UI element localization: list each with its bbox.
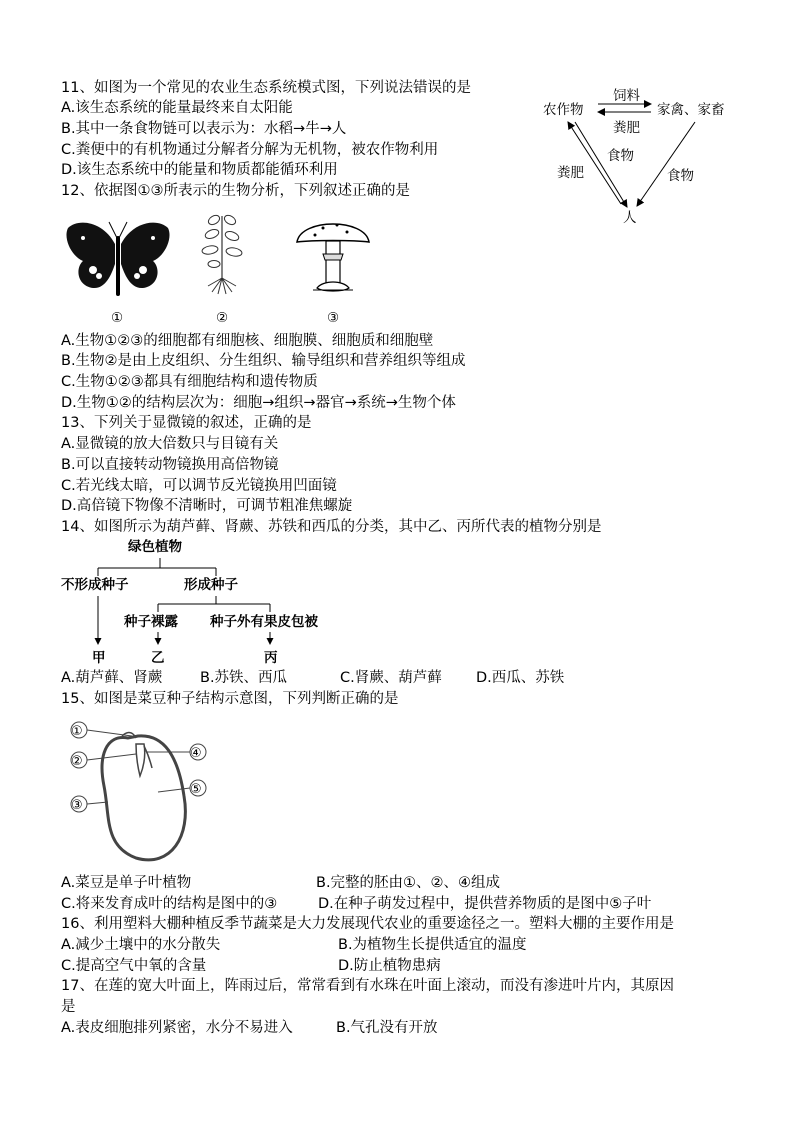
tree-root: 绿色植物	[128, 539, 182, 555]
q16-option-a: A.减少土壤中的水分散失	[61, 937, 221, 953]
q12-option-a: A.生物①②③的细胞都有细胞核、细胞膜、细胞质和细胞壁	[61, 333, 434, 349]
q13-option-c: C.若光线太暗，可以调节反光镜换用凹面镜	[61, 478, 337, 494]
tree-no-seed: 不形成种子	[61, 577, 129, 593]
q13-option-a: A.显微镜的放大倍数只与目镜有关	[61, 436, 279, 452]
q12-stem: 12、依据图①③所表示的生物分析，下列叙述正确的是	[61, 183, 410, 199]
embryo-shape	[136, 744, 145, 776]
label-manure-left: 粪肥	[557, 165, 584, 181]
node-human: 人	[623, 210, 637, 226]
seed-label-2: ②	[71, 754, 83, 769]
label-feed: 饲料	[613, 88, 640, 104]
seed-label-1: ①	[71, 724, 83, 739]
node-crops: 农作物	[543, 102, 584, 118]
q16-option-c: C.提高空气中氧的含量	[61, 958, 207, 974]
tree-naked: 种子裸露	[124, 614, 178, 630]
q15-option-a: A.菜豆是单子叶植物	[61, 875, 192, 891]
bean-seed-diagram	[66, 716, 226, 868]
tree-yi: 乙	[151, 650, 165, 666]
q15-option-d: D.在种子萌发过程中，提供营养物质的是图中⑤子叶	[318, 896, 652, 912]
caption-3: ③	[327, 310, 340, 326]
q17-stem-line2: 是	[61, 999, 76, 1015]
butterfly-image	[63, 216, 173, 306]
node-livestock: 家禽、家畜	[657, 102, 725, 118]
q11-option-d: D.该生态系统中的能量和物质都能循环利用	[61, 162, 338, 178]
q16-stem: 16、利用塑料大棚种植反季节蔬菜是大力发展现代农业的重要途径之一。塑料大棚的主要作用是	[61, 916, 674, 932]
q12-option-d: D.生物①②的结构层次为：细胞→组织→器官→系统→生物个体	[61, 395, 456, 411]
seed-label-4: ④	[190, 746, 202, 761]
seed-label-3: ③	[71, 798, 83, 813]
q15-option-b: B.完整的胚由①、②、④组成	[316, 875, 501, 891]
q17-option-b: B.气孔没有开放	[336, 1020, 438, 1036]
arrow-livestock-to-human	[637, 122, 695, 206]
mushroom-image	[293, 210, 373, 300]
q14-option-d: D.西瓜、苏铁	[476, 670, 565, 686]
tree-seed: 形成种子	[184, 577, 238, 593]
q16-option-d: D.防止植物患病	[338, 958, 441, 974]
q11-option-b: B.其中一条食物链可以表示为：水稻→牛→人	[61, 121, 347, 137]
q13-stem: 13、下列关于显微镜的叙述，正确的是	[61, 415, 312, 431]
q17-option-a: A.表皮细胞排列紧密，水分不易进入	[61, 1020, 293, 1036]
q13-option-b: B.可以直接转动物镜换用高倍物镜	[61, 457, 279, 473]
q11-stem: 11、如图为一个常见的农业生态系统模式图，下列说法错误的是	[61, 80, 471, 96]
seed-outline	[102, 736, 185, 860]
q11-option-c: C.粪便中的有机物通过分解者分解为无机物，被农作物利用	[61, 142, 439, 158]
q14-option-b: B.苏铁、西瓜	[200, 670, 288, 686]
plant-classification-tree	[58, 536, 358, 666]
tree-bing: 丙	[264, 650, 278, 666]
caption-1: ①	[111, 310, 124, 326]
seed-label-5: ⑤	[190, 782, 202, 797]
tree-jia: 甲	[92, 650, 106, 666]
q13-option-d: D.高倍镜下物像不清晰时，可调节粗准焦螺旋	[61, 498, 353, 514]
caption-2: ②	[216, 310, 229, 326]
q12-option-c: C.生物①②③都具有细胞结构和遗传物质	[61, 374, 318, 390]
q14-stem: 14、如图所示为葫芦藓、肾蕨、苏铁和西瓜的分类，其中乙、丙所代表的植物分别是	[61, 519, 602, 535]
q15-option-c: C.将来发育成叶的结构是图中的③	[61, 896, 278, 912]
label-food-mid: 食物	[607, 148, 634, 164]
q17-stem-line1: 17、在莲的宽大叶面上，阵雨过后，常常看到有水珠在叶面上滚动，而没有渗进叶片内，其原因	[61, 978, 674, 994]
eco-system-diagram	[535, 82, 765, 232]
label-manure-top: 粪肥	[613, 120, 640, 136]
plant-image	[198, 206, 246, 298]
tree-covered: 种子外有果皮包被	[210, 614, 318, 630]
label-food-right: 食物	[667, 168, 694, 184]
q14-option-a: A.葫芦藓、肾蕨	[61, 670, 163, 686]
q14-option-c: C.肾蕨、葫芦藓	[340, 670, 442, 686]
q12-option-b: B.生物②是由上皮组织、分生组织、输导组织和营养组织等组成	[61, 353, 466, 369]
q16-option-b: B.为植物生长提供适宜的温度	[338, 937, 527, 953]
q15-stem: 15、如图是菜豆种子结构示意图，下列判断正确的是	[61, 691, 399, 707]
q11-option-a: A.该生态系统的能量最终来自太阳能	[61, 100, 293, 116]
